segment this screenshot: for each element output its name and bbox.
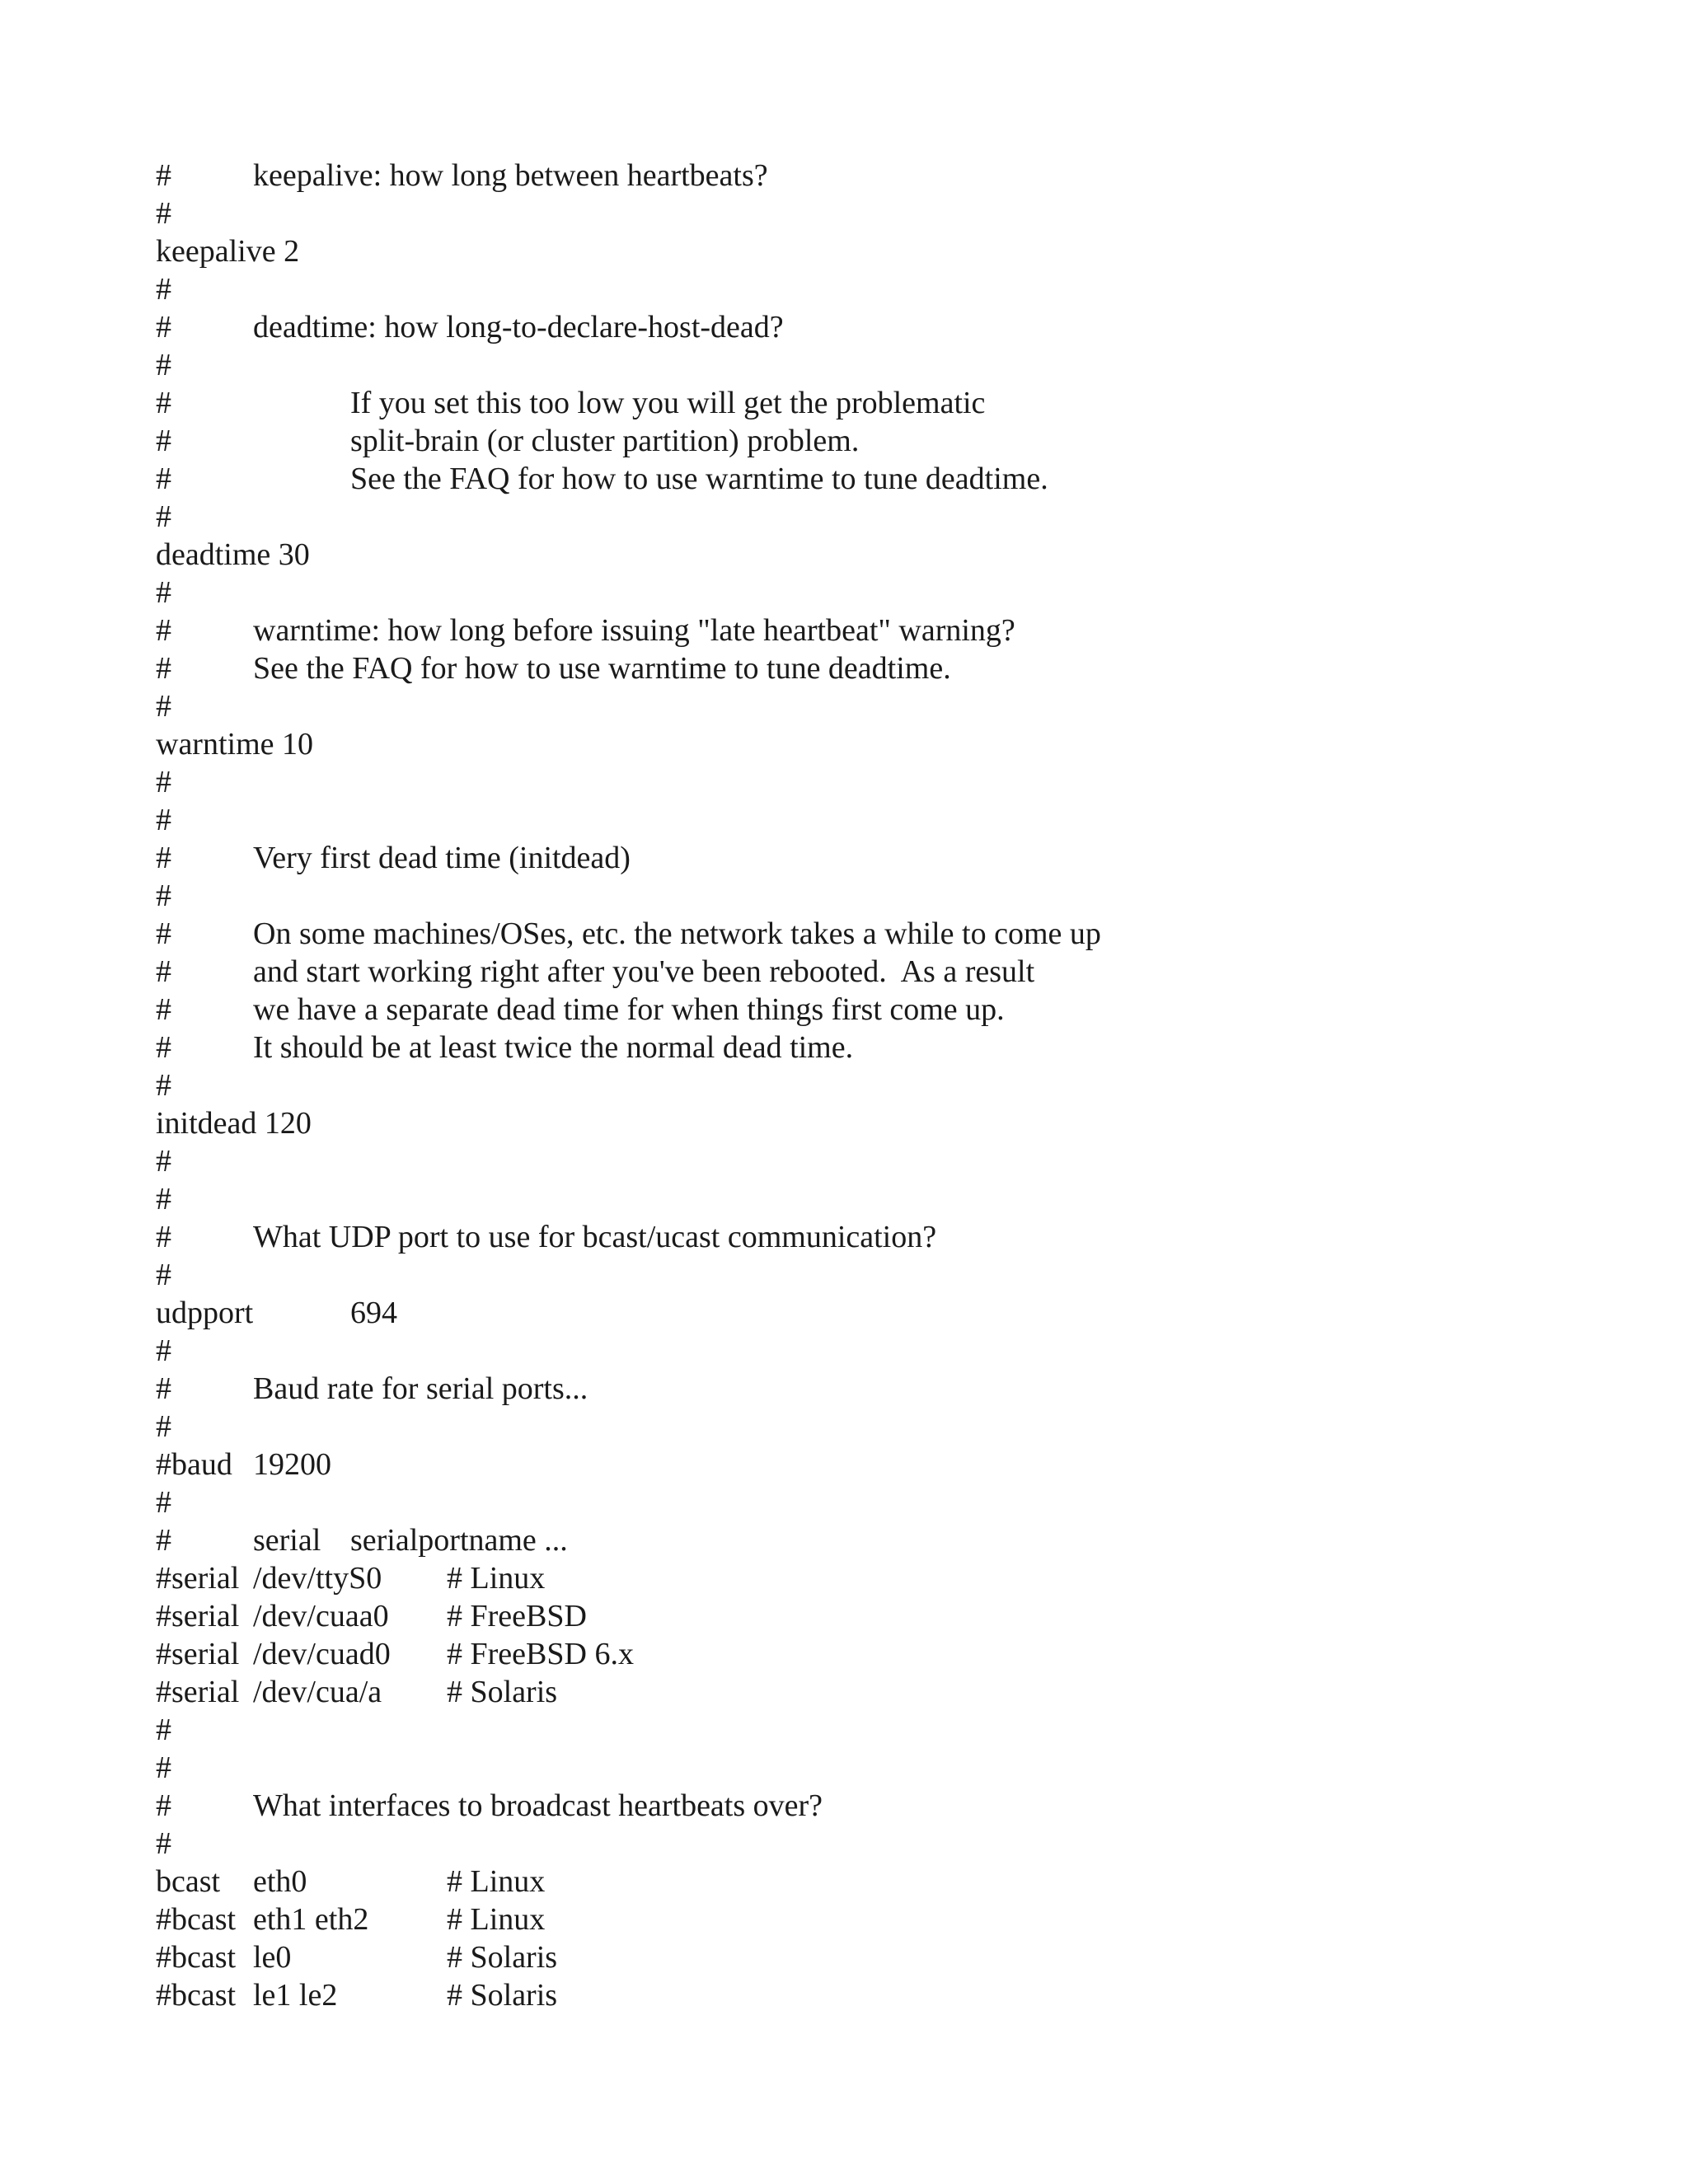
line-text-c0: udpport bbox=[156, 1296, 254, 1330]
line-text-c0: #serial bbox=[156, 1637, 240, 1671]
line-text-c0: warntime 10 bbox=[156, 727, 314, 762]
line-text-c0: # bbox=[156, 1371, 171, 1406]
line-text-c0: #serial bbox=[156, 1675, 240, 1709]
line-text-c0: # bbox=[156, 916, 171, 951]
line-text-c0: # bbox=[156, 1713, 171, 1747]
line-text-c0: #serial bbox=[156, 1561, 240, 1596]
line-text-c1: warntime: how long before issuing "late heartbeat" warning? bbox=[253, 613, 1015, 648]
line-text-c0: # bbox=[156, 992, 171, 1027]
line-text-c0: # bbox=[156, 651, 171, 686]
config-line bbox=[156, 194, 1623, 232]
line-text-c0: # bbox=[156, 310, 171, 344]
line-text-c0: # bbox=[156, 1409, 171, 1444]
line-text-c2: See the FAQ for how to use warntime to tune deadtime. bbox=[350, 462, 1048, 496]
config-line bbox=[156, 1711, 1623, 1749]
line-text-c0: # bbox=[156, 1523, 171, 1558]
line-text-c0: # bbox=[156, 1144, 171, 1179]
config-line bbox=[156, 1332, 1623, 1370]
config-line bbox=[156, 308, 1623, 346]
line-text-c0: keepalive 2 bbox=[156, 234, 300, 269]
line-text-c0: deadtime 30 bbox=[156, 537, 310, 572]
line-text-c3: # Linux bbox=[447, 1902, 546, 1937]
line-text-c0: # bbox=[156, 1258, 171, 1292]
config-line bbox=[156, 1483, 1623, 1521]
line-text-c3: # FreeBSD bbox=[447, 1599, 587, 1633]
line-text-c1: Very first dead time (initdead) bbox=[253, 841, 631, 875]
line-text-c1: 19200 bbox=[253, 1447, 331, 1482]
config-line bbox=[156, 384, 1623, 422]
line-text-c0: # bbox=[156, 424, 171, 458]
line-text-c0: # bbox=[156, 1788, 171, 1823]
line-text-c1: eth0 bbox=[253, 1864, 307, 1899]
line-text-c0: #baud bbox=[156, 1447, 232, 1482]
line-text-c0: #serial bbox=[156, 1599, 240, 1633]
line-text-c0: #bcast bbox=[156, 1978, 237, 2013]
line-text-c1: we have a separate dead time for when things first come up. bbox=[253, 992, 1005, 1027]
line-text-c3: # FreeBSD 6.x bbox=[447, 1637, 634, 1671]
line-text-c1: eth1 eth2 bbox=[253, 1902, 369, 1937]
config-line bbox=[156, 612, 1623, 649]
line-text-c1: What UDP port to use for bcast/ucast communication? bbox=[253, 1220, 937, 1254]
config-line bbox=[156, 687, 1623, 725]
line-text-c0: # bbox=[156, 841, 171, 875]
config-line bbox=[156, 1180, 1623, 1218]
line-text-c1: le0 bbox=[253, 1940, 292, 1975]
line-text-c0: # bbox=[156, 1220, 171, 1254]
line-text-c0: # bbox=[156, 1333, 171, 1368]
line-text-c0: #bcast bbox=[156, 1940, 237, 1975]
line-text-c0: # bbox=[156, 1750, 171, 1785]
line-text-c0: # bbox=[156, 272, 171, 307]
config-line bbox=[156, 953, 1623, 991]
line-text-c1: serial bbox=[253, 1523, 321, 1558]
line-text-c0: # bbox=[156, 1485, 171, 1520]
config-line bbox=[156, 1256, 1623, 1294]
config-line bbox=[156, 1294, 1623, 1332]
line-text-c0: # bbox=[156, 462, 171, 496]
line-text-c3: # Solaris bbox=[447, 1978, 558, 2013]
config-line bbox=[156, 649, 1623, 687]
config-line bbox=[156, 346, 1623, 384]
line-text-c1: What interfaces to broadcast heartbeats over? bbox=[253, 1788, 823, 1823]
line-text-c0: # bbox=[156, 1826, 171, 1861]
line-text-c1: Baud rate for serial ports... bbox=[253, 1371, 588, 1406]
config-line bbox=[156, 1142, 1623, 1180]
line-text-c3: # Linux bbox=[447, 1561, 546, 1596]
config-line bbox=[156, 1673, 1623, 1711]
config-line bbox=[156, 1900, 1623, 1938]
line-text-c1: /dev/cuaa0 bbox=[253, 1599, 389, 1633]
line-text-c2: If you set this too low you will get the problematic bbox=[350, 386, 986, 420]
config-line bbox=[156, 1408, 1623, 1446]
line-text-c1: /dev/cuad0 bbox=[253, 1637, 391, 1671]
config-line bbox=[156, 1938, 1623, 1976]
config-line bbox=[156, 270, 1623, 308]
line-text-c0: #bcast bbox=[156, 1902, 237, 1937]
config-line bbox=[156, 991, 1623, 1029]
config-line bbox=[156, 801, 1623, 839]
config-line bbox=[156, 1863, 1623, 1900]
line-text-c1: /dev/cua/a bbox=[253, 1675, 382, 1709]
line-text-c1: le1 le2 bbox=[253, 1978, 338, 2013]
config-line bbox=[156, 1521, 1623, 1559]
config-line bbox=[156, 1749, 1623, 1787]
config-line bbox=[156, 1976, 1623, 2014]
config-line bbox=[156, 1787, 1623, 1825]
line-text-c2: split-brain (or cluster partition) problem. bbox=[350, 424, 860, 458]
config-line bbox=[156, 1635, 1623, 1673]
line-text-c0: # bbox=[156, 1030, 171, 1065]
line-text-c0: # bbox=[156, 765, 171, 799]
line-text-c1: and start working right after you've been rebooted. As a result bbox=[253, 954, 1035, 989]
line-text-c1: keepalive: how long between heartbeats? bbox=[253, 158, 768, 193]
config-line bbox=[156, 1029, 1623, 1066]
config-line bbox=[156, 915, 1623, 953]
line-text-c2: serialportname ... bbox=[350, 1523, 568, 1558]
line-text-c0: # bbox=[156, 499, 171, 534]
line-text-c0: # bbox=[156, 1068, 171, 1103]
config-line bbox=[156, 1825, 1623, 1863]
config-line bbox=[156, 574, 1623, 612]
config-line bbox=[156, 1370, 1623, 1408]
config-line bbox=[156, 157, 1623, 194]
config-line bbox=[156, 839, 1623, 877]
config-line bbox=[156, 422, 1623, 460]
line-text-c0: # bbox=[156, 613, 171, 648]
line-text-c3: # Solaris bbox=[447, 1940, 558, 1975]
line-text-c1: See the FAQ for how to use warntime to tune deadtime. bbox=[253, 651, 951, 686]
line-text-c0: # bbox=[156, 1182, 171, 1216]
line-text-c1: /dev/ttyS0 bbox=[253, 1561, 382, 1596]
config-line bbox=[156, 232, 1623, 270]
line-text-c3: # Solaris bbox=[447, 1675, 558, 1709]
line-text-c0: # bbox=[156, 158, 171, 193]
line-text-c0: # bbox=[156, 196, 171, 231]
config-document bbox=[156, 157, 1623, 2014]
config-line bbox=[156, 877, 1623, 915]
line-text-c2: 694 bbox=[350, 1296, 397, 1330]
config-line bbox=[156, 498, 1623, 536]
config-line bbox=[156, 460, 1623, 498]
config-line bbox=[156, 1218, 1623, 1256]
line-text-c0: # bbox=[156, 879, 171, 913]
line-text-c0: # bbox=[156, 954, 171, 989]
line-text-c0: # bbox=[156, 803, 171, 837]
config-line bbox=[156, 1066, 1623, 1104]
config-line bbox=[156, 1597, 1623, 1635]
config-line bbox=[156, 1104, 1623, 1142]
config-line bbox=[156, 1446, 1623, 1483]
config-line bbox=[156, 725, 1623, 763]
config-line bbox=[156, 1559, 1623, 1597]
line-text-c1: On some machines/OSes, etc. the network takes a while to come up bbox=[253, 916, 1101, 951]
line-text-c0: bcast bbox=[156, 1864, 221, 1899]
line-text-c0: initdead 120 bbox=[156, 1106, 312, 1141]
line-text-c0: # bbox=[156, 689, 171, 724]
line-text-c1: It should be at least twice the normal dead time. bbox=[253, 1030, 854, 1065]
config-line bbox=[156, 763, 1623, 801]
line-text-c3: # Linux bbox=[447, 1864, 546, 1899]
line-text-c0: # bbox=[156, 575, 171, 610]
config-line bbox=[156, 536, 1623, 574]
line-text-c0: # bbox=[156, 386, 171, 420]
line-text-c1: deadtime: how long-to-declare-host-dead? bbox=[253, 310, 784, 344]
line-text-c0: # bbox=[156, 348, 171, 382]
